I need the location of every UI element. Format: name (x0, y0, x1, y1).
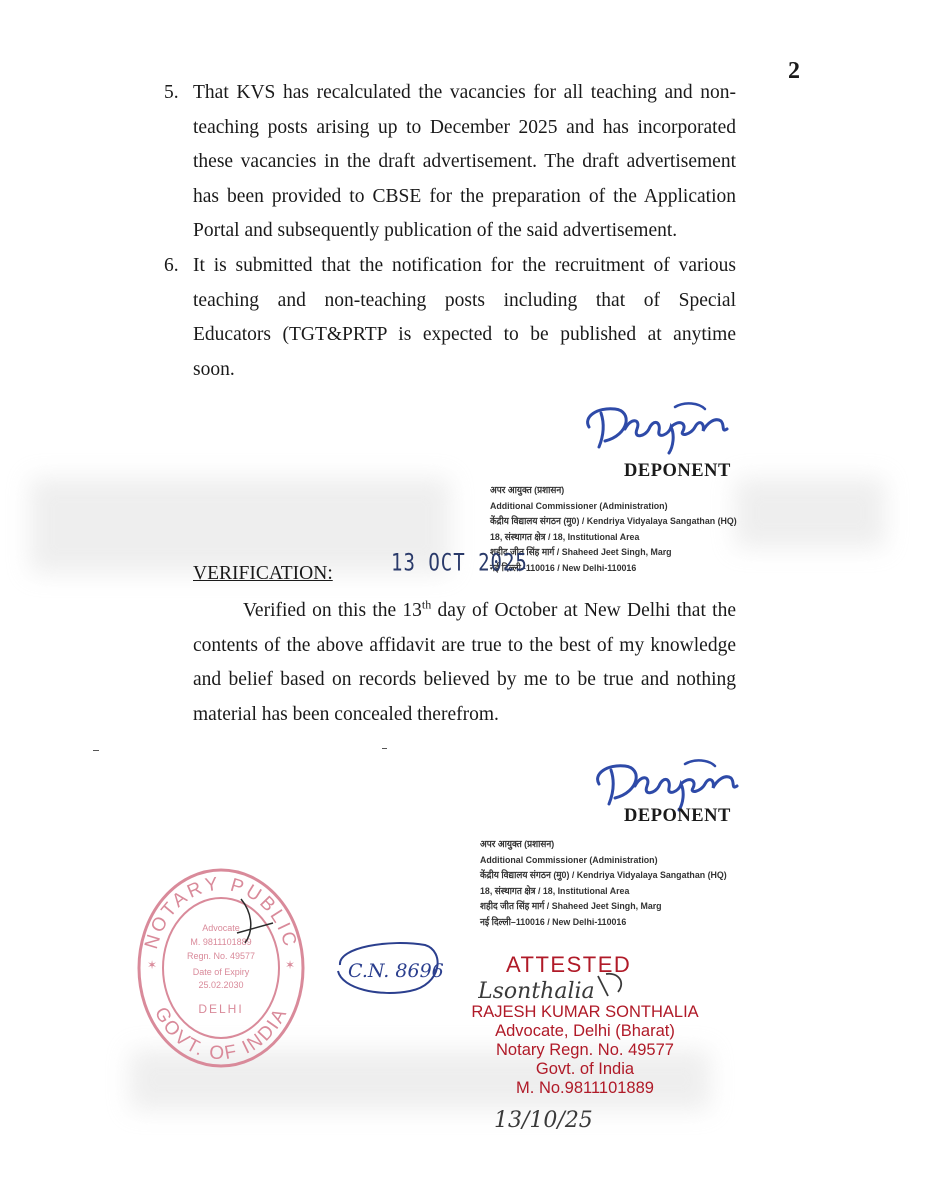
date-stamp: 13 OCT 2025 (391, 549, 528, 577)
paragraph-line: has been provided to CBSE for the preparation of the Application (193, 185, 736, 207)
stray-mark (382, 748, 387, 749)
paragraph-5 (164, 76, 736, 249)
verification-line: material has been concealed therefrom. (193, 703, 499, 725)
notary-details (450, 1003, 720, 1098)
seal-delhi: DELHI (198, 1002, 244, 1016)
scan-smudge (735, 478, 885, 548)
ordinal-suffix: th (421, 597, 432, 612)
paragraph-line: teaching and non-teaching posts including that of Special (193, 289, 736, 311)
seal-top-text: NOTARY PUBLIC (141, 873, 301, 952)
paragraph-6 (164, 249, 736, 387)
paragraph-line: teaching posts arising up to December 2025 and has incorporated (193, 116, 736, 138)
verification-heading: VERIFICATION: (193, 563, 333, 584)
paragraph-line: That KVS has recalculated the vacancies for all teaching and non- (193, 82, 736, 103)
handwritten-cn-note (330, 935, 445, 1000)
official-stamp (480, 837, 727, 931)
notary-line: Govt. of India (535, 1060, 635, 1078)
stamp-line: अपर आयुक्त (प्रशासन) (490, 485, 565, 496)
stamp-line: शहीद जीत सिंह मार्ग / Shaheed Jeet Singh, Marg (480, 901, 662, 913)
attested-heading: ATTESTED (506, 952, 632, 977)
seal-center-line: Advocate (202, 923, 240, 933)
notary-seal (133, 863, 308, 1073)
deponent-label: DEPONENT (624, 806, 731, 826)
seal-star-icon: ✶ (285, 958, 296, 972)
paragraph-number: 6. (164, 255, 179, 276)
deponent-label: DEPONENT (624, 461, 731, 481)
seal-center-line: Date of Expiry (192, 967, 250, 977)
paragraph-number: 5. (164, 82, 179, 103)
notary-line: Notary Regn. No. 49577 (496, 1041, 674, 1059)
seal-center-line: 25.02.2030 (198, 980, 244, 990)
stamp-line: Additional Commissioner (Administration) (480, 854, 658, 866)
stamp-line: नई दिल्ली–110016 / New Delhi-110016 (480, 916, 627, 928)
verification-text (193, 594, 736, 732)
paragraph-line: soon. (193, 358, 235, 380)
stray-mark (93, 750, 99, 751)
verification-line-end: day of October at New Delhi that the (431, 600, 736, 621)
stamp-line: 18, संस्थागत क्षेत्र / 18, Institutional Area (480, 885, 630, 897)
handwritten-date-text: 13/10/25 (494, 1108, 593, 1133)
verification-line-start: Verified on this the 13 (243, 600, 422, 621)
notary-line: Advocate, Delhi (Bharat) (495, 1022, 675, 1040)
paragraph-line: Educators (TGT&PRTP is expected to be published at anytime (193, 324, 736, 346)
page-number: 2 (788, 58, 800, 84)
stamp-line: शहीद जीत सिंह मार्ग / Shaheed Jeet Singh, Marg (490, 547, 672, 559)
verification-line (193, 594, 736, 629)
notary-line: RAJESH KUMAR SONTHALIA (471, 1003, 699, 1021)
seal-center-line: M. 9811101889 (190, 937, 252, 947)
notary-line: M. No.9811101889 (516, 1079, 654, 1097)
verification-line: and belief based on records believed by me to be true and nothing (193, 669, 736, 691)
notary-signature-text: Lsonthalia (478, 979, 595, 1004)
stamp-line: Additional Commissioner (Administration) (490, 500, 668, 512)
seal-center-line: Regn. No. 49577 (186, 951, 256, 961)
verification-line: contents of the above affidavit are true to the best of my knowledge (193, 634, 736, 656)
paragraph-line: these vacancies in the draft advertisement. The draft advertisement (193, 151, 736, 173)
paragraph-line: Portal and subsequently publication of the said advertisement. (193, 220, 678, 242)
paragraph-line: It is submitted that the notification for the recruitment of various (193, 255, 736, 276)
stamp-line: 18, संस्थागत क्षेत्र / 18, Institutional Area (490, 531, 640, 543)
cn-note-text: C.N. 8696 (348, 960, 444, 982)
deponent-signature-1 (575, 395, 740, 455)
stamp-line: अपर आयुक्त (प्रशासन) (480, 839, 555, 850)
handwritten-date (490, 1093, 600, 1143)
stamp-line: नई दिल्ली–110016 / New Delhi-110016 (490, 562, 637, 574)
seal-star-icon: ✶ (147, 958, 158, 972)
scan-smudge (30, 478, 450, 573)
seal-bottom-text: GOVT. OF INDIA (149, 1003, 292, 1065)
stamp-line: केंद्रीय विद्यालय संगठन (मु0) / Kendriya Vidyalaya Sangathan (HQ) (490, 516, 737, 528)
deponent-signature-2 (585, 752, 750, 812)
stamp-line: केंद्रीय विद्यालय संगठन (मु0) / Kendriya Vidyalaya Sangathan (HQ) (480, 870, 727, 882)
